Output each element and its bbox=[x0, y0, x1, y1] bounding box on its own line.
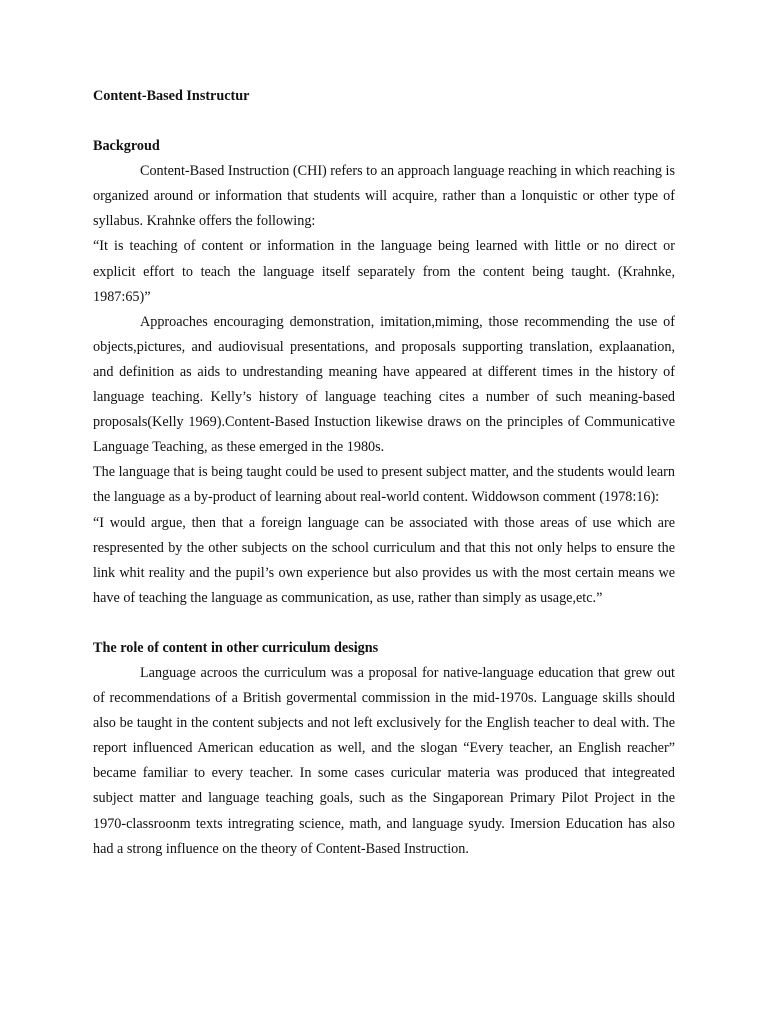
paragraph: Content-Based Instruction (CHI) refers to an approach language reaching in which reaching is organized around or information that students will acquire, rather than a lonquistic or other type of syllabus. Krahnke offers the following: bbox=[93, 163, 675, 230]
quotation-paragraph: “It is teaching of content or information in the language being learned with little or no direct or explicit effort to teach the language itself separately from the content being taught. (Krahnke, 1987:65)” bbox=[93, 238, 675, 305]
paragraph: Language acroos the curriculum was a proposal for native-language education that grew out of recommendations of a British govermental commission in the mid-1970s. Language skills should also be taught in the content subjects and not left exclusively for the English teacher to deal with. The report influenced American education as well, and the slogan “Every teacher, an English reacher” became familiar to every teacher. In some cases curicular materia was produced that integreated subject matter and language teaching goals, such as the Singaporean Primary Pilot Project in the 1970-classroonm texts intregrating science, math, and language syudy. Imersion Education has also had a strong influence on the theory of Content-Based Instruction. bbox=[93, 664, 675, 857]
paragraph: Approaches encouraging demonstration, imitation,miming, those recommending the use of objects,pictures, and audiovisual presentations, and proposals supporting translation, explaanation, and definition as aids to undrestanding meaning have appeared at different times in the history of language teaching. Kelly’s history of language teaching cites a number of such meaning-based proposals(Kelly 1969).Content-Based Instuction likewise draws on the principles of Communicative Language Teaching, as these emerged in the 1980s. bbox=[93, 313, 675, 456]
section-heading-role-of-content: The role of content in other curriculum designs bbox=[93, 639, 379, 656]
paragraph: The language that is being taught could be used to present subject matter, and the students would learn the language as a by-product of learning about real-world content. Widdowson comment (1978:16): bbox=[93, 464, 675, 506]
section-heading-background: Backgroud bbox=[93, 138, 160, 155]
document-title: Content-Based Instructur bbox=[93, 88, 250, 104]
quotation-paragraph: “I would argue, then that a foreign language can be associated with those areas of use which are respresented by the other subjects on the school curriculum and that this not only helps to ensure the link whit reality and the pupil’s own experience but also provides us with the most certain means we have of teaching the language as communication, as use, rather than simply as usage,etc.” bbox=[93, 514, 675, 606]
